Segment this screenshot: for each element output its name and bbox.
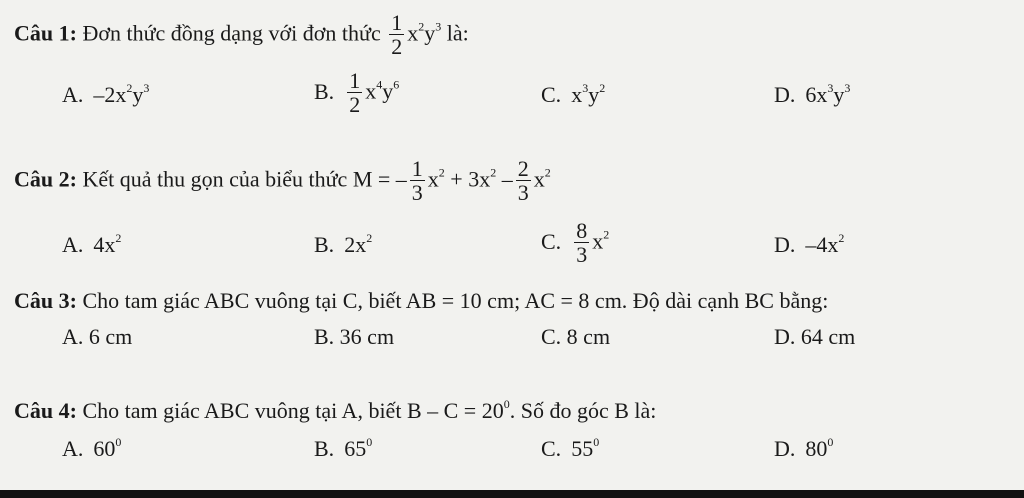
exponent: 2 bbox=[418, 19, 425, 34]
exponent: 3 bbox=[435, 19, 442, 34]
question-4 bbox=[14, 398, 656, 424]
expression-part: x bbox=[533, 166, 545, 192]
option-letter: A. bbox=[62, 232, 84, 257]
expression-part: + 3x bbox=[450, 166, 491, 192]
option-fraction bbox=[347, 70, 362, 117]
option-value: 80 bbox=[805, 436, 828, 461]
q4-option-c[interactable] bbox=[541, 436, 599, 462]
option-letter: D. bbox=[774, 232, 796, 257]
option-letter: A. bbox=[62, 82, 84, 107]
fraction-denominator: 2 bbox=[391, 34, 403, 59]
fraction-numerator: 1 bbox=[411, 156, 423, 181]
fraction-numerator: 2 bbox=[517, 156, 529, 181]
option-value: y bbox=[833, 82, 845, 107]
option-value: 4x bbox=[93, 232, 116, 257]
monomial-x: x bbox=[407, 20, 419, 46]
option-value: 60 bbox=[93, 436, 116, 461]
question-4-tail: . Số đo góc B là: bbox=[509, 398, 657, 423]
exponent: 3 bbox=[582, 81, 589, 95]
question-3-text: Cho tam giác ABC vuông tại C, biết AB = 10 cm; AC = 8 cm. Độ dài cạnh BC bằng: bbox=[82, 288, 829, 313]
option-letter: B. bbox=[314, 232, 335, 257]
question-4-label: Câu 4: bbox=[14, 398, 77, 423]
bottom-edge-bar bbox=[0, 490, 1024, 498]
question-3 bbox=[14, 288, 828, 314]
option-value: x bbox=[592, 228, 604, 254]
fraction-denominator: 3 bbox=[517, 180, 529, 205]
option-fraction bbox=[574, 220, 589, 267]
expression-part: x bbox=[427, 166, 439, 192]
q2-option-a[interactable] bbox=[62, 232, 121, 258]
option-letter: C. bbox=[541, 82, 562, 107]
q1-option-d[interactable] bbox=[774, 82, 850, 108]
expression-fraction bbox=[410, 158, 425, 205]
option-letter: B. bbox=[314, 436, 335, 461]
q3-option-b[interactable]: B. 36 cm bbox=[314, 324, 395, 349]
q4-option-b[interactable] bbox=[314, 436, 372, 462]
fraction-numerator: 8 bbox=[576, 218, 588, 243]
exponent: 2 bbox=[838, 231, 845, 245]
question-1-tail: là: bbox=[446, 20, 469, 46]
exponent: 2 bbox=[366, 231, 373, 245]
q1-option-a[interactable] bbox=[62, 82, 149, 108]
question-2-text: Kết quả thu gọn của biểu thức bbox=[82, 166, 348, 192]
exponent: 4 bbox=[376, 77, 383, 92]
q2-option-c[interactable] bbox=[541, 220, 609, 267]
exponent: 2 bbox=[544, 165, 551, 180]
q3-option-d[interactable]: D. 64 cm bbox=[774, 324, 856, 349]
q3-option-c[interactable]: C. 8 cm bbox=[541, 324, 611, 349]
q1-option-b[interactable] bbox=[314, 70, 399, 117]
option-value: –4x bbox=[805, 232, 839, 257]
expression-part: M = – bbox=[352, 166, 407, 192]
angle-expression: B – C = 20 bbox=[406, 398, 504, 423]
exponent: 0 bbox=[593, 435, 600, 449]
option-value: y bbox=[132, 82, 144, 107]
q2-option-b[interactable] bbox=[314, 232, 372, 258]
option-value: y bbox=[382, 78, 394, 104]
exponent: 2 bbox=[126, 81, 133, 95]
exponent: 2 bbox=[599, 81, 606, 95]
option-letter: A. bbox=[62, 436, 84, 461]
option-value: 6x bbox=[805, 82, 828, 107]
fraction-denominator: 3 bbox=[576, 242, 588, 267]
option-letter: C. bbox=[541, 436, 562, 461]
q4-option-d[interactable] bbox=[774, 436, 833, 462]
option-letter: D. bbox=[774, 82, 796, 107]
option-value: 55 bbox=[571, 436, 594, 461]
monomial-y: y bbox=[424, 20, 436, 46]
question-2-label: Câu 2: bbox=[14, 166, 77, 192]
exponent: 0 bbox=[827, 435, 834, 449]
q1-option-c[interactable] bbox=[541, 82, 605, 108]
question-1-text: Đơn thức đồng dạng với đơn thức bbox=[82, 20, 381, 46]
q4-option-a[interactable] bbox=[62, 436, 121, 462]
question-1-label: Câu 1: bbox=[14, 20, 77, 46]
question-2 bbox=[14, 158, 551, 205]
fraction-denominator: 3 bbox=[411, 180, 423, 205]
fraction-numerator: 1 bbox=[391, 10, 403, 35]
expression-fraction bbox=[516, 158, 531, 205]
q3-option-a[interactable]: A. 6 cm bbox=[62, 324, 133, 349]
fraction-numerator: 1 bbox=[349, 68, 361, 93]
option-value: y bbox=[588, 82, 600, 107]
exponent: 0 bbox=[503, 397, 510, 411]
exponent: 2 bbox=[115, 231, 122, 245]
option-value: 65 bbox=[344, 436, 367, 461]
exponent: 3 bbox=[844, 81, 851, 95]
option-value: x bbox=[571, 82, 583, 107]
exponent: 2 bbox=[490, 165, 497, 180]
exponent: 6 bbox=[393, 77, 400, 92]
exponent: 2 bbox=[438, 165, 445, 180]
option-value: –2x bbox=[93, 82, 127, 107]
exponent: 0 bbox=[366, 435, 373, 449]
exponent: 3 bbox=[143, 81, 150, 95]
fraction-denominator: 2 bbox=[349, 92, 361, 117]
question-1 bbox=[14, 12, 469, 59]
option-letter: D. bbox=[774, 436, 796, 461]
question-1-fraction bbox=[389, 12, 404, 59]
exponent: 2 bbox=[603, 227, 610, 242]
option-value: x bbox=[365, 78, 377, 104]
expression-part: – bbox=[501, 166, 513, 192]
exponent: 0 bbox=[115, 435, 122, 449]
question-4-text: Cho tam giác ABC vuông tại A, biết bbox=[82, 398, 402, 423]
question-3-label: Câu 3: bbox=[14, 288, 77, 313]
q2-option-d[interactable] bbox=[774, 232, 844, 258]
option-letter: C. bbox=[541, 228, 562, 254]
option-value: 2x bbox=[344, 232, 367, 257]
option-letter: B. bbox=[314, 78, 335, 104]
exponent: 3 bbox=[827, 81, 834, 95]
